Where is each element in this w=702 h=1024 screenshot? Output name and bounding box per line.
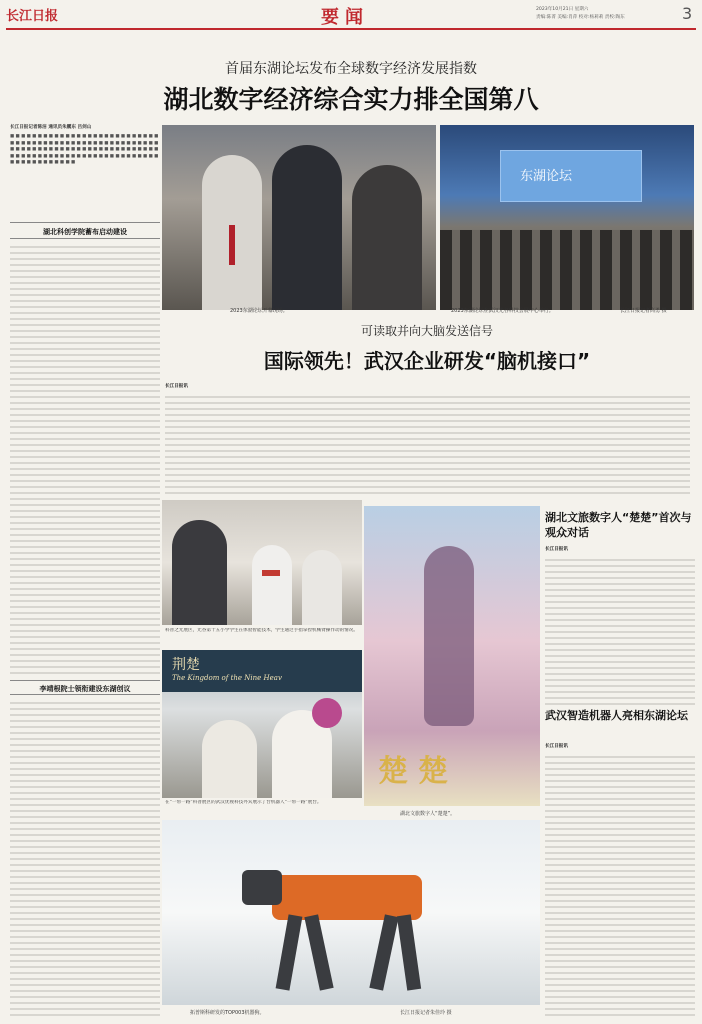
lead-caption-left: 2023东湖论坛开幕现场。: [230, 308, 288, 314]
robot-leg: [276, 914, 303, 990]
second-body-text: [165, 392, 690, 497]
lead-kicker: 首届东湖论坛发布全球数字经济发展指数: [225, 61, 477, 77]
right-story1-headline: 湖北文旅数字人“楚楚”首次与观众对话: [545, 511, 692, 539]
page-number: 3: [682, 4, 693, 23]
divider: [10, 680, 160, 681]
masthead-rule: [6, 28, 696, 30]
date-line: 2023年10月21日 星期六: [536, 7, 589, 12]
robot-body: [272, 875, 422, 920]
left-bottom-text: [10, 698, 160, 1016]
lead-photo-credit: 长江日报记者高勇 摄: [620, 308, 667, 314]
lab-caption: 科普之光展区，光谷第十五小学学生在体验智能技术，学生通过手指拿捏机械臂操作动的情况。: [165, 628, 358, 633]
divider: [10, 694, 160, 695]
right-story1-byline: 长江日报讯: [545, 547, 568, 552]
expo-sign-title: 荆楚: [172, 657, 200, 673]
robot-leg: [369, 914, 398, 990]
second-kicker: 可读取并向大脑发送信号: [360, 324, 493, 338]
second-byline: 长江日报讯: [165, 384, 188, 389]
person-shape: [202, 720, 257, 798]
right-story2-text: [545, 752, 695, 1018]
scarf-shape: [262, 570, 280, 576]
divider: [10, 222, 160, 223]
second-headline: 国际领先！武汉企业研发“脑机接口”: [263, 349, 591, 373]
lead-headline: 湖北数字经济综合实力排全国第八: [163, 85, 539, 114]
poster-photo: [364, 506, 540, 806]
lead-body-text: ■ ■ ■ ■ ■ ■ ■ ■ ■ ■ ■ ■ ■ ■ ■ ■ ■ ■ ■ ■ ■ ■ ■ ■ ■ ■ ■ ■ ■ ■ ■ ■ ■ ■ ■ ■ ■ ■ ■ ■ ■ ■ ■ ■ ■ ■ ■ ■ ■ ■ ■ ■ ■ ■ ■ ■ ■ ■ ■ ■ ■ ■ ■ ■ ■ ■ ■ ■ ■ ■ ■ ■ ■ ■ ■ ■ ■ ■ ■ ■ ■ ■ ■ ■ ■ ■ ■ ■ ■ ■ ■ ■ ■ ■ ■ ■ ■ ■ ■ ■ ■ ■ ■ ■ ■ ■ ■ ■ ■ ■ ■ ■ ■ ■ ■ ■ ■ ■ ■ ■: [10, 134, 159, 166]
figure-shape: [424, 546, 474, 726]
left-heading-bottom: 李靖根院士领衔建设东湖创议: [39, 685, 131, 693]
necktie-shape: [229, 225, 235, 265]
person-shape: [172, 520, 227, 625]
masthead: [0, 0, 702, 30]
expo-photo: [162, 650, 362, 798]
robot-leg: [304, 914, 333, 990]
robot-leg: [397, 914, 421, 990]
lead-caption-right: 2023东湖论坛在武汉光谷科技会展中心举行。: [451, 308, 554, 314]
flower-decor: [312, 698, 342, 728]
lead-byline: 长江日报记者陈洁 通讯员朱鹏东 吕剑山: [10, 125, 92, 130]
person-shape: [272, 145, 342, 310]
editors-line: 责编:陈菁 美编:肖萍 校对:杨莉莉 责校:陶东: [536, 15, 625, 20]
section-title: 要闻: [321, 7, 369, 28]
lead-photo-left: [162, 125, 436, 310]
robot-head: [242, 870, 282, 905]
poster-caption: 湖北文旅数字人“楚楚”。: [400, 811, 456, 817]
poster-title: 楚楚: [378, 754, 458, 789]
expo-caption: 在“一带一路”科普展区的武汉优视科技外宾展示了台机器人“一带一路”展台。: [165, 800, 322, 805]
side-body-text: [10, 242, 160, 677]
lab-photo: [162, 500, 362, 625]
robot-caption: 拓普斯科研发的TOP003机器狗。: [190, 1010, 265, 1016]
right-story1-text: [545, 555, 695, 705]
newspaper-logo: 长江日报: [6, 9, 59, 24]
side-heading: 湖北科创学院蓄布启动建设: [43, 228, 127, 236]
audience-rows: [440, 230, 694, 310]
person-shape: [252, 545, 292, 625]
right-story2-byline: 长江日报讯: [545, 744, 568, 749]
person-shape: [352, 165, 422, 310]
right-story2-headline: 武汉智造机器人亮相东湖论坛: [545, 709, 688, 722]
expo-sign-subtitle: The Kingdom of the Nine Heav: [172, 674, 282, 682]
banner-text: 东湖论坛: [520, 169, 573, 184]
robot-credit: 长江日报记者朱佳玲 摄: [400, 1010, 452, 1016]
lead-photo-right: [440, 125, 694, 310]
person-shape: [302, 550, 342, 625]
divider: [10, 238, 160, 239]
robot-photo: [162, 820, 540, 1005]
